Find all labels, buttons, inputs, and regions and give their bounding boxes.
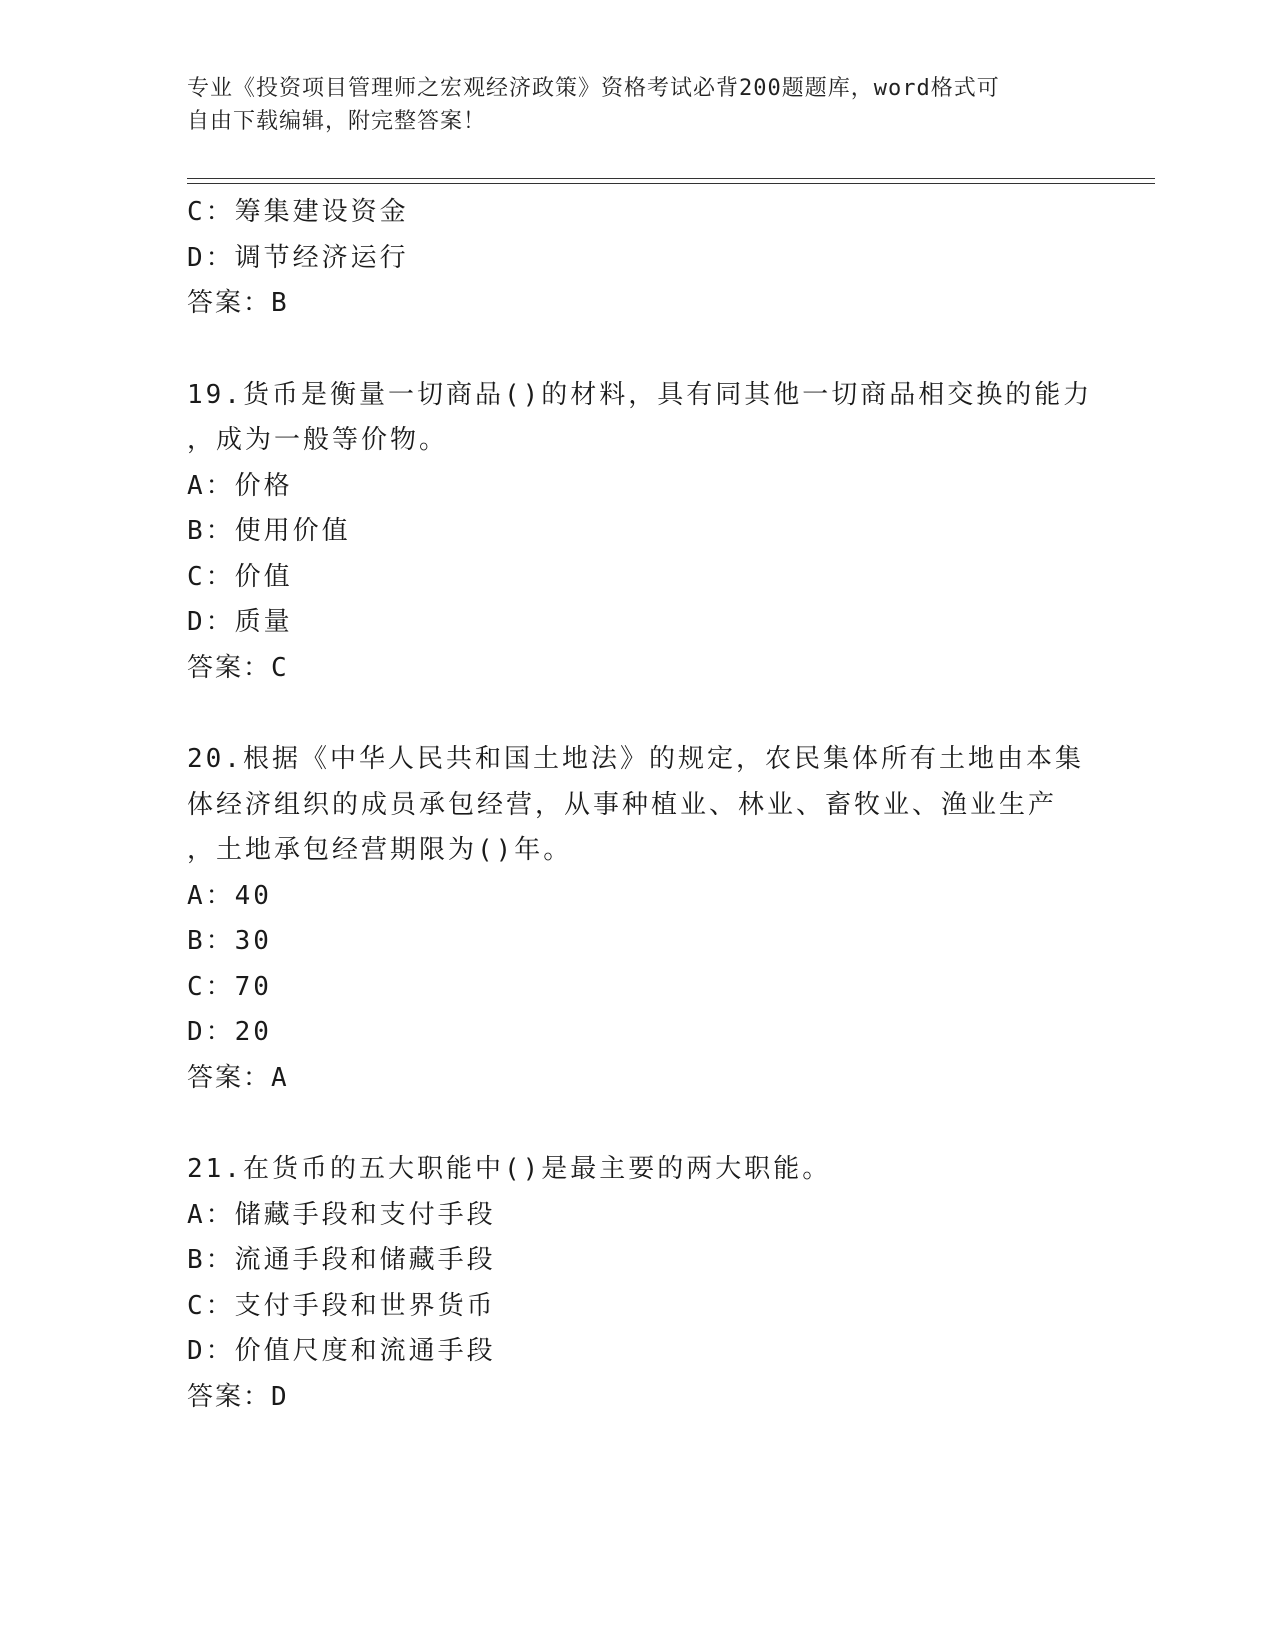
option-a [187,464,1087,510]
option-a [187,1193,1087,1239]
question-block-20 [187,737,1087,1101]
option-text: 使用价值 [234,516,351,546]
option-text: 流通手段和储藏手段 [234,1245,496,1275]
header-rule-bottom [187,183,1155,184]
option-text: 支付手段和世界货币 [234,1290,496,1321]
option-text: 价值尺度和流通手段 [234,1336,496,1366]
answer-line [187,1056,1087,1102]
answer-label: 答案： [187,1062,272,1093]
option-key: B： [187,1245,235,1275]
option-b [187,509,1087,555]
option-b [187,919,1087,965]
option-text: 40 [234,880,272,911]
document-header [187,72,1067,138]
option-key: C： [187,1290,235,1321]
question-block-21 [187,1147,1087,1420]
header-line-2: 自由下载编辑，附完整答案！ [187,109,487,134]
option-key: D： [187,1336,235,1366]
option-key: B： [187,926,235,956]
option-key: A： [187,880,235,911]
option-c [187,965,1087,1011]
answer-label: 答案： [187,652,272,683]
option-text: 70 [234,971,272,1002]
option-d [187,236,1087,282]
option-key: B： [187,516,235,546]
question-block-prev [187,190,1087,327]
option-c [187,1284,1087,1330]
answer-value: A [271,1062,290,1093]
answer-label: 答案： [187,288,272,318]
option-a [187,874,1087,920]
answer-value: C [271,652,290,683]
answer-line [187,646,1087,692]
option-b [187,1238,1087,1284]
option-d [187,1329,1087,1375]
option-text: 储藏手段和支付手段 [234,1199,496,1230]
option-c [187,190,1087,236]
option-text: 30 [234,926,272,956]
option-text: 质量 [234,607,293,637]
option-key: C： [187,971,235,1002]
spacer [187,1101,1087,1147]
answer-line [187,1375,1087,1421]
option-key: D： [187,607,235,637]
question-stem: 体经济组织的成员承包经营，从事种植业、林业、畜牧业、渔业生产 [187,789,1058,820]
question-block-19 [187,373,1093,692]
answer-line [187,281,1087,327]
spacer [187,327,1087,373]
question-stem: 19.货币是衡量一切商品()的材料，具有同其他一切商品相交换的能力 [187,379,1093,410]
option-c [187,555,1087,601]
option-key: A： [187,1199,235,1230]
option-text: 筹集建设资金 [234,197,409,227]
option-text: 20 [234,1017,272,1047]
option-key: C： [187,561,235,592]
option-d [187,1010,1087,1056]
option-key: D： [187,242,235,273]
option-key: C： [187,197,235,227]
option-text: 价格 [234,470,293,501]
answer-value: D [271,1381,290,1412]
question-stem: ，土地承包经营期限为()年。 [187,835,573,865]
question-stem: 21.在货币的五大职能中()是最主要的两大职能。 [187,1154,832,1184]
option-d [187,600,1087,646]
question-list [187,190,1093,1420]
question-stem: 20.根据《中华人民共和国土地法》的规定，农民集体所有土地由本集 [187,744,1084,774]
option-text: 价值 [234,561,293,592]
option-key: A： [187,470,235,501]
question-stem: ，成为一般等价物。 [187,425,449,455]
option-text: 调节经济运行 [234,242,409,273]
header-line-1: 专业《投资项目管理师之宏观经济政策》资格考试必背200题题库，word格式可 [187,76,1000,101]
header-rule-top [187,178,1155,179]
option-key: D： [187,1017,235,1047]
answer-label: 答案： [187,1381,272,1412]
spacer [187,691,1087,737]
answer-value: B [271,288,290,318]
